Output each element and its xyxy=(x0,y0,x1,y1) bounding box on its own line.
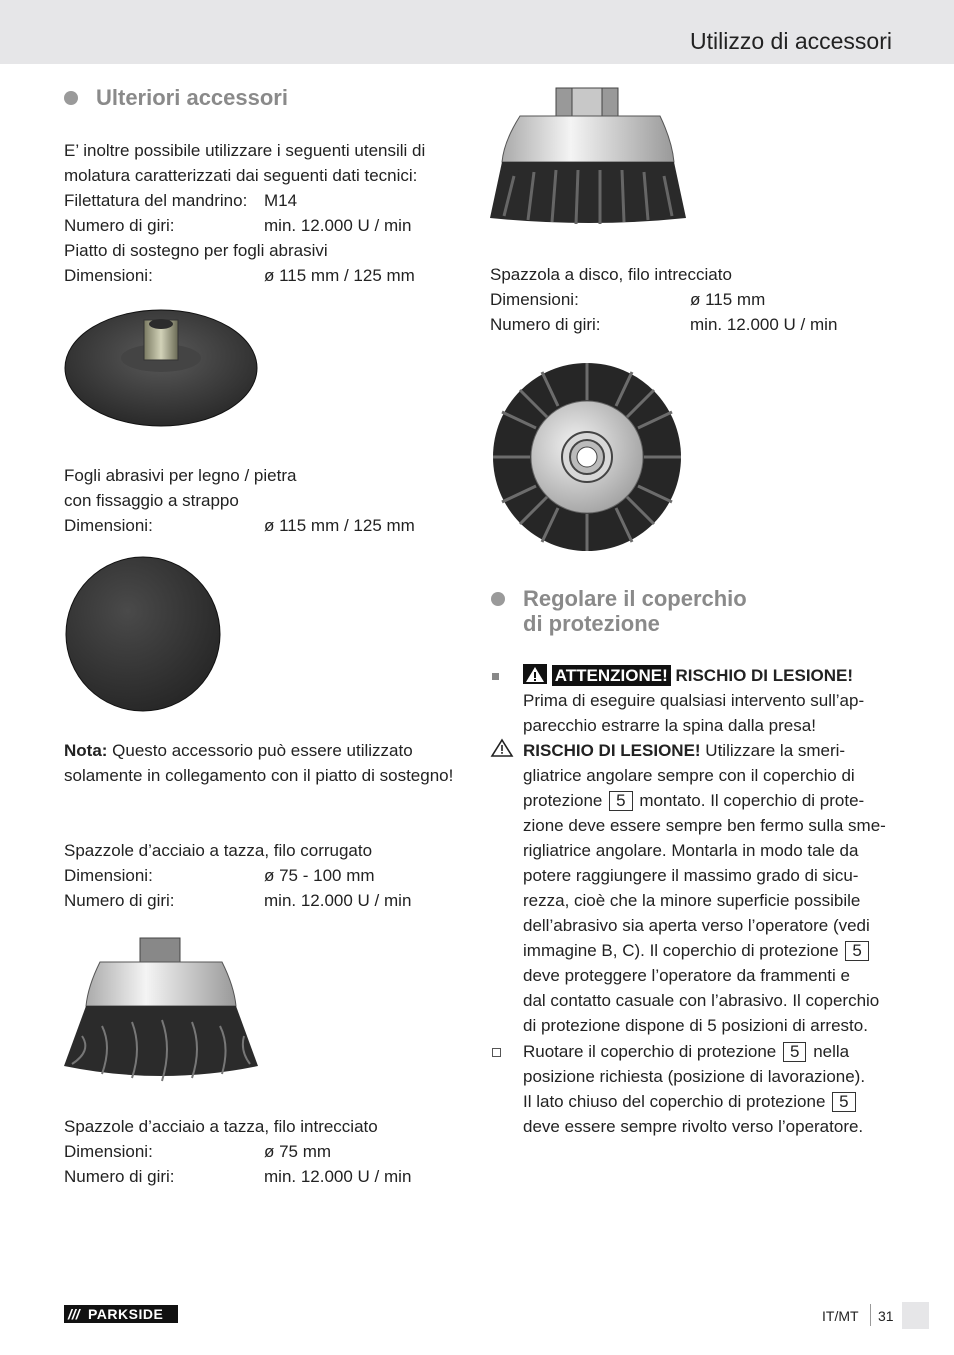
section-bullet-icon xyxy=(64,91,78,105)
parkside-logo: /// PARKSIDE xyxy=(64,1305,178,1323)
intro-block: E’ inoltre possibile utilizzare i seguenti utensili di molatura caratterizzati dai seguenti dati tecnici: Filettatura del mandrino: M14 Numero di giri: min. 12.000 U / min Piatto di sostegno per fogli abrasivi Dimensioni: ø 115 mm / 125 mm xyxy=(64,138,464,288)
ref-number-box: 5 xyxy=(783,1042,806,1062)
spec-row: Dimensioni: ø 75 - 100 mm xyxy=(64,866,375,885)
spec-row: Dimensioni: ø 75 mm xyxy=(64,1142,332,1161)
warning-block: ATTENZIONE! RISCHIO DI LESIONE! Prima di eseguire qualsiasi intervento sull’ap- parecchio estrarre la spina dalla presa! xyxy=(523,666,865,735)
sheets-block: Fogli abrasivi per legno / pietra con fissaggio a strappo Dimensioni: ø 115 mm / 125 mm xyxy=(64,463,464,538)
sanding-sheet-image xyxy=(64,555,224,715)
spec-row: Dimensioni: ø 115 mm xyxy=(490,290,766,309)
cup-brush-twisted-block: Spazzole d’acciaio a tazza, filo intrecciato Dimensioni: ø 75 mm Numero di giri: min. 12.000 U / min xyxy=(64,1114,464,1189)
warning-triangle-icon xyxy=(523,664,547,684)
page-number: 31 xyxy=(878,1308,894,1324)
disc-brush-block: Spazzola a disco, filo intrecciato Dimensioni: ø 115 mm Numero di giri: min. 12.000 U / min xyxy=(490,262,910,337)
step-block: Ruotare il coperchio di protezione 5 nella posizione richiesta (posizione di lavorazione). Il lato chiuso del coperchio di protezione 5 deve essere sempre rivolto verso l’operatore. xyxy=(523,1042,866,1136)
spec-row: Dimensioni: ø 115 mm / 125 mm xyxy=(64,516,415,535)
cup-brush-twisted-image xyxy=(490,86,688,230)
ref-number-box: 5 xyxy=(609,791,632,811)
list-bullet-icon xyxy=(492,673,499,680)
disc-brush-image xyxy=(490,360,685,555)
cup-brush-corrugated-image xyxy=(62,936,260,1088)
page-title: Utilizzo di accessori xyxy=(690,28,892,54)
section-bullet-icon xyxy=(491,592,505,606)
warning-outline-icon xyxy=(490,738,514,758)
spec-row: Numero di giri: min. 12.000 U / min xyxy=(490,315,838,334)
note-block: Nota: Questo accessorio può essere utilizzato solamente in collegamento con il piatto di sostegno! xyxy=(64,741,454,785)
spec-row: Filettatura del mandrino: M14 xyxy=(64,191,298,210)
ref-number-box: 5 xyxy=(845,941,868,961)
spec-row: Numero di giri: min. 12.000 U / min xyxy=(64,216,412,235)
language-code: IT/MT xyxy=(822,1308,859,1324)
cup-brush-corrugated-block: Spazzole d’acciaio a tazza, filo corrugato Dimensioni: ø 75 - 100 mm Numero di giri: min. 12.000 U / min xyxy=(64,838,464,913)
risk-block: RISCHIO DI LESIONE! Utilizzare la smeri- gliatrice angolare sempre con il coperchio di protezione 5 montato. Il coperchio di prote- zione deve essere sempre ben fermo sulla sme- rigliatrice angolare. Montarla in modo tale da potere raggiungere il massimo grado di sicu- rezza, cioè che la minore superficie possibile dell’abrasivo sia aperta verso l’operatore (vedi immagine B, C). Il coperchio di protezione 5 deve proteggere l’operatore da frammenti e dal contatto casuale con l’abrasivo. Il coperchio di protezione dispone di 5 posizioni di arresto. xyxy=(523,741,886,1035)
ref-number-box: 5 xyxy=(832,1092,855,1112)
section-title-guard: Regolare il coperchio di protezione xyxy=(523,586,747,636)
section-title-accessories: Ulteriori accessori xyxy=(96,85,288,110)
spec-row: Numero di giri: min. 12.000 U / min xyxy=(64,891,412,910)
step-checkbox-icon xyxy=(492,1048,501,1057)
footer-tab xyxy=(902,1302,929,1329)
page-header xyxy=(0,0,954,64)
backing-plate-image xyxy=(64,306,259,431)
spec-row: Numero di giri: min. 12.000 U / min xyxy=(64,1167,412,1186)
spec-row: Dimensioni: ø 115 mm / 125 mm xyxy=(64,266,415,285)
warning-tag: ATTENZIONE! xyxy=(552,665,671,686)
footer-divider xyxy=(870,1304,871,1326)
